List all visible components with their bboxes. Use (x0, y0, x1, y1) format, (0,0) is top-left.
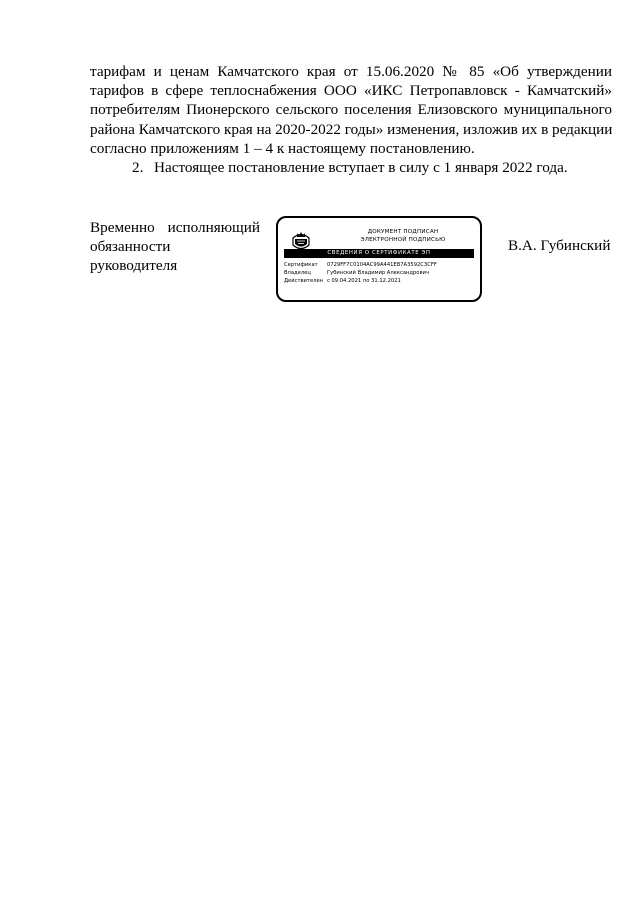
stamp-row-key: Сертификат (284, 262, 318, 268)
stamp-certificate-header: СВЕДЕНИЯ О СЕРТИФИКАТЕ ЭП (284, 249, 474, 258)
paragraph-line: района Камчатского края на 2020-2022 годы» изменения, изложив их в редакции (90, 120, 613, 138)
paragraph-line: согласно приложениям 1 – 4 к настоящему постановлению. (90, 139, 475, 157)
paragraph-line: тарифам и ценам Камчатского края от 15.06.2020 № 85 «Об утверждении (90, 63, 612, 80)
stamp-row-value: 0729FF7C0104AC99A441EB7A3592C3CFF (327, 262, 437, 268)
stamp-title (328, 228, 478, 244)
list-item-number: 2. (132, 159, 144, 177)
document-body (90, 62, 612, 177)
stamp-row-key: Владелец (284, 270, 311, 276)
electronic-signature-stamp (276, 216, 482, 302)
signer-role-line: Временно исполняющий (90, 219, 260, 236)
stamp-title-line: ЭЛЕКТРОННОЙ ПОДПИСЬЮ (360, 237, 446, 243)
signer-name: В.А. Губинский (508, 237, 611, 254)
stamp-row-value: с 09.04.2021 по 31.12.2021 (327, 278, 401, 284)
list-item-2 (90, 158, 612, 177)
stamp-row-value: Губинский Владимир Александрович (327, 270, 429, 276)
signer-role (90, 218, 260, 275)
stamp-row-validity (284, 277, 480, 285)
stamp-row-owner (284, 269, 480, 277)
stamp-row-certificate (284, 261, 480, 269)
stamp-title-line: ДОКУМЕНТ ПОДПИСАН (367, 229, 439, 235)
paragraph-continuation (90, 62, 612, 158)
paragraph-line: тарифов в сфере теплоснабжения ООО «ИКС Петропавловск - Камчатский» (90, 82, 612, 100)
stamp-details (284, 261, 480, 285)
list-item-text: Настоящее постановление вступает в силу с 1 января 2022 года. (154, 159, 568, 177)
signer-role-line: обязанности (90, 238, 171, 255)
stamp-row-key: Действителен (284, 278, 324, 284)
paragraph-line: потребителям Пионерского сельского поселения Елизовского муниципального (90, 101, 612, 119)
signer-role-line: руководителя (90, 257, 178, 274)
